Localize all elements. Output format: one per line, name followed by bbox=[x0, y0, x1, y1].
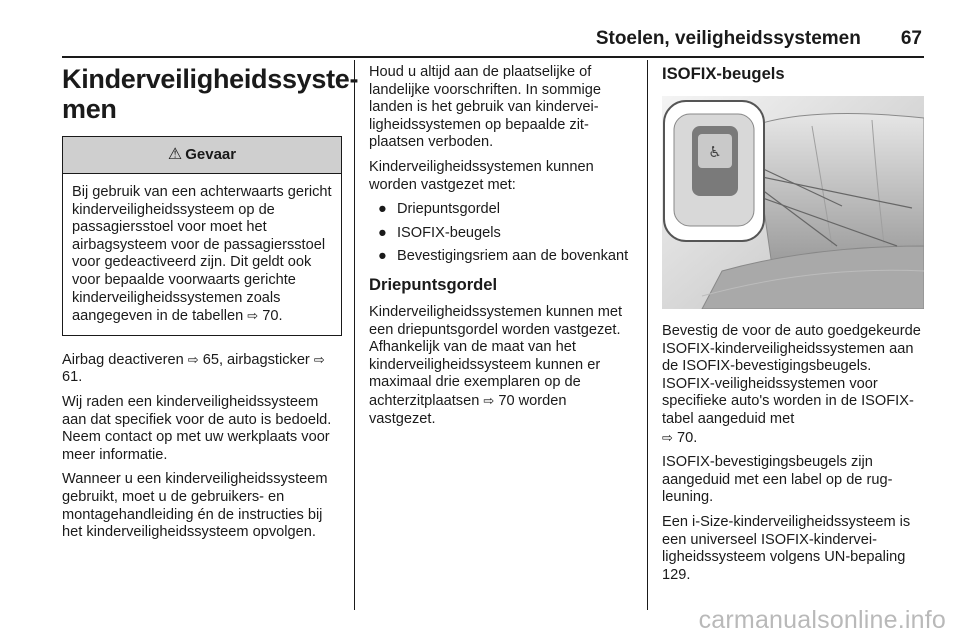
bullet-icon: ● bbox=[378, 224, 387, 241]
isofix-seat-illustration bbox=[662, 96, 924, 309]
page-header bbox=[596, 28, 922, 54]
paragraph-three-point-belt: Kinderveiligheidssystemen kunnen met een driepuntsgordel worden vastgezet. Afhankelijk van de maat van het kinderveiligheidssysteem kunnen er maximaal drie exemplaren op de achterzitplaatsen ⇨ 70 worden vastgezet. bbox=[369, 303, 623, 427]
section-title-three-point-belt: Driepuntsgordel bbox=[369, 274, 498, 294]
warning-text: Bij gebruik van een achterwaarts gericht kinderveiligheidssysteem op de passagiersstoel voor moet het airbagsysteem voor de passagiersstoel voor gedeactiveerd zijn. Dit geldt ook voor bepaalde voorwaarts gerichte kinderveiligheidssystemen zoals aangegeven in de tabellen bbox=[72, 184, 332, 325]
page-ref-arrow-icon: ⇨ bbox=[313, 351, 325, 367]
warning-page-ref[interactable]: 70. bbox=[262, 308, 283, 325]
warning-title: Gevaar bbox=[185, 146, 237, 164]
column-3 bbox=[662, 64, 924, 591]
page-ref-arrow-icon: ⇨ bbox=[247, 308, 259, 324]
paragraph-isofix-label: ISOFIX-bevestigingsbeugels zijn aangeduid met een label op de rugleuning. bbox=[662, 454, 893, 506]
paragraph-recommend: Wij raden een kinderveiligheidssysteem aan dat specifiek voor de auto is bedoeld. Neem contact op met uw werkplaats voor meer informatie. bbox=[62, 393, 332, 463]
warning-triangle-icon: ⚠ bbox=[167, 146, 183, 163]
page-ref-arrow-icon: ⇨ bbox=[187, 351, 199, 367]
page-ref-arrow-icon: ⇨ bbox=[662, 429, 673, 445]
svg-text:♿: ♿ bbox=[708, 143, 722, 161]
running-title: Stoelen, veiligheidssystemen bbox=[595, 28, 861, 49]
header-rule bbox=[62, 56, 924, 58]
list-item: ● Driepuntsgordel bbox=[378, 201, 501, 218]
paragraph-airbag-deactivate: Airbag deactiveren ⇨ 65, airbagsticker ⇨ 61. bbox=[62, 351, 325, 386]
bullet-icon: ● bbox=[378, 201, 387, 218]
page-number: 67 bbox=[900, 28, 922, 49]
list-item: ● ISOFIX-beugels bbox=[378, 224, 501, 241]
chapter-title-line-1: Kinderveiligheidssyste- bbox=[62, 64, 359, 94]
page-ref[interactable]: 70. bbox=[676, 429, 698, 446]
column-divider-1 bbox=[354, 60, 355, 610]
page-ref[interactable]: 61. bbox=[62, 369, 83, 386]
column-1 bbox=[62, 64, 359, 549]
paragraph-instructions: Wanneer u een kinderveiligheidssysteem gebruikt, moet u de gebruikers- en montagehandleiding én de instructies bij het kinderveiligheidssysteem opvolgen. bbox=[62, 471, 328, 541]
paragraph-mounting-intro: Kinderveiligheidssystemen kunnen worden vastgezet met: bbox=[369, 158, 594, 193]
paragraph-i-size: Een i-Size-kinderveiligheidssysteem is een universeel ISOFIX-kinderveiligheidssysteem volgens UN-bepaling 129. bbox=[662, 513, 911, 583]
chapter-title bbox=[62, 64, 359, 124]
section-title-isofix: ISOFIX-beugels bbox=[662, 64, 785, 83]
paragraph-isofix-mount: Bevestig de voor de auto goedgekeurde ISOFIX-kinderveiligheidssystemen aan de ISOFIX-bevestigingsbeugels. ISOFIX-veiligheidssystemen voor specifieke auto's worden in de ISOFIX-tabel aangeduid met ⇨ 70. bbox=[662, 323, 921, 446]
page-ref[interactable]: 65, airbagsticker bbox=[202, 351, 314, 368]
warning-header bbox=[63, 137, 341, 174]
page-ref[interactable]: 70 worden vastgezet. bbox=[369, 392, 567, 427]
danger-warning-box bbox=[62, 136, 342, 336]
chapter-title-line-2: men bbox=[62, 94, 117, 124]
list-item: ● Bevestigingsriem aan de bovenkant bbox=[378, 248, 629, 265]
warning-body bbox=[63, 174, 341, 335]
column-2 bbox=[369, 64, 633, 435]
mounting-options-list bbox=[369, 201, 633, 266]
column-divider-2 bbox=[647, 60, 648, 610]
page-ref-arrow-icon: ⇨ bbox=[483, 392, 495, 408]
paragraph-regulations: Houd u altijd aan de plaatselijke of landelijke voorschriften. In sommige landen is het gebruik van kinderveiligheidssystemen op bepaalde zitplaatsen verboden. bbox=[369, 64, 601, 151]
bullet-icon: ● bbox=[378, 248, 387, 265]
watermark: carmanualsonline.info bbox=[698, 606, 946, 634]
